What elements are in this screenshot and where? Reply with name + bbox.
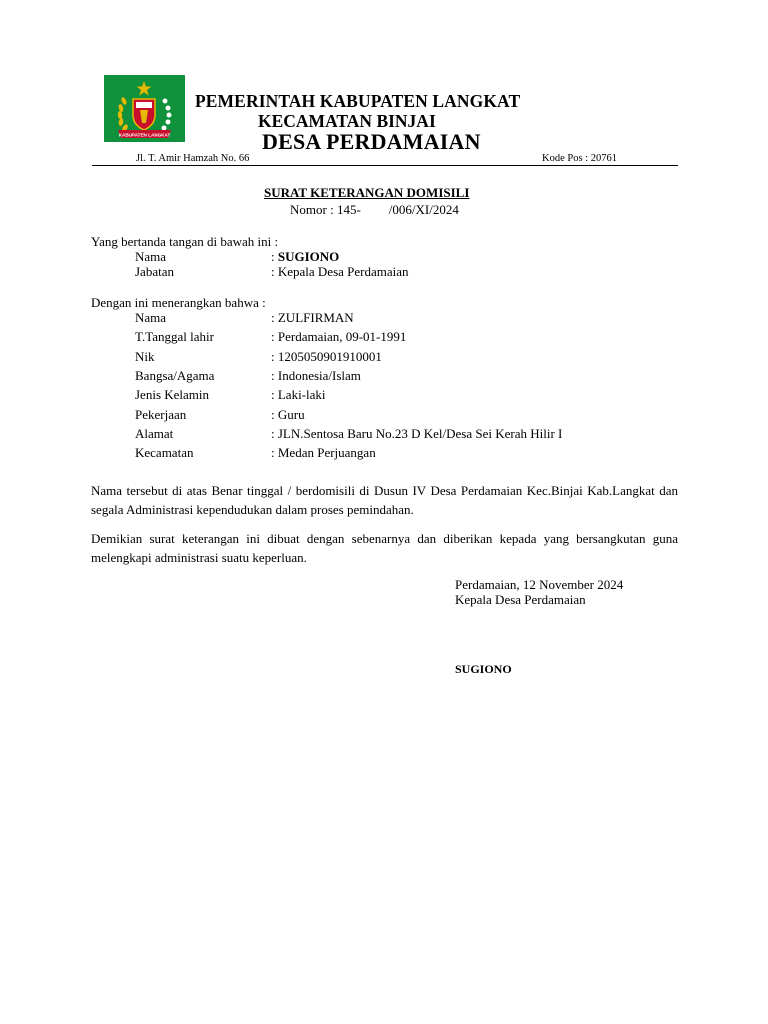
logo-ribbon-text: KABUPATEN LANGKAT	[118, 132, 171, 138]
official-name-label: Nama	[135, 249, 167, 264]
subject-label: Pekerjaan	[135, 407, 187, 422]
subject-value: : Perdamaian, 09-01-1991	[271, 329, 407, 344]
subject-label: Alamat	[135, 426, 174, 441]
subject-value: : Indonesia/Islam	[271, 368, 361, 383]
domicile-statement: Nama tersebut di atas Benar tinggal / berdomisili di Dusun IV Desa Perdamaian Kec.Binjai Kab.Langkat dan segala Administrasi kependudukan dalam proses pemindahan.	[91, 483, 678, 517]
letter-number	[290, 202, 459, 218]
kabupaten-langkat-logo	[104, 75, 185, 142]
subject-label: Kecamatan	[135, 445, 194, 460]
intro-text: Yang bertanda tangan di bawah ini :	[91, 234, 279, 249]
header-government: PEMERINTAH KABUPATEN LANGKAT	[195, 91, 521, 111]
official-position-label: Jabatan	[135, 264, 174, 279]
letter-number-suffix: /006/XI/2024	[388, 202, 459, 217]
subject-value: : Laki-laki	[271, 387, 326, 402]
official-name-colon: :	[271, 249, 278, 264]
subject-label: Nik	[135, 349, 155, 364]
subject-label: Nama	[135, 310, 167, 325]
header-district: KECAMATAN BINJAI	[258, 111, 436, 131]
letter-number-prefix: Nomor : 145-	[290, 202, 361, 217]
signer-title: Kepala Desa Perdamaian	[455, 592, 586, 607]
header-divider	[92, 165, 678, 166]
header-address: Jl. T. Amir Hamzah No. 66	[136, 153, 250, 164]
subject-label: Jenis Kelamin	[135, 387, 210, 402]
closing-statement: Demikian surat keterangan ini dibuat dengan sebenarnya dan diberikan kepada yang bersangkutan guna melengkapi administrasi suatu keperluan.	[91, 531, 678, 565]
header-postal-code: Kode Pos : 20761	[542, 153, 617, 164]
official-position-value: : Kepala Desa Perdamaian	[271, 264, 409, 279]
subject-label: Bangsa/Agama	[135, 368, 215, 383]
place-date: Perdamaian, 12 November 2024	[455, 577, 624, 592]
subject-value: : JLN.Sentosa Baru No.23 D Kel/Desa Sei Kerah Hilir I	[271, 426, 563, 441]
subject-value: : Guru	[271, 407, 305, 422]
letter-title: SURAT KETERANGAN DOMISILI	[264, 185, 470, 200]
subject-value: : 1205050901910001	[271, 349, 382, 364]
official-name: SUGIONO	[277, 249, 340, 264]
subject-value: : Medan Perjuangan	[271, 445, 376, 460]
subject-value: : ZULFIRMAN	[271, 310, 354, 325]
subject-label: T.Tanggal lahir	[135, 329, 214, 344]
official-name-value	[271, 249, 339, 265]
intro2-text: Dengan ini menerangkan bahwa :	[91, 295, 266, 310]
header-village: DESA PERDAMAIAN	[262, 129, 481, 154]
signer-name: SUGIONO	[455, 662, 512, 676]
shield-band	[136, 102, 152, 108]
